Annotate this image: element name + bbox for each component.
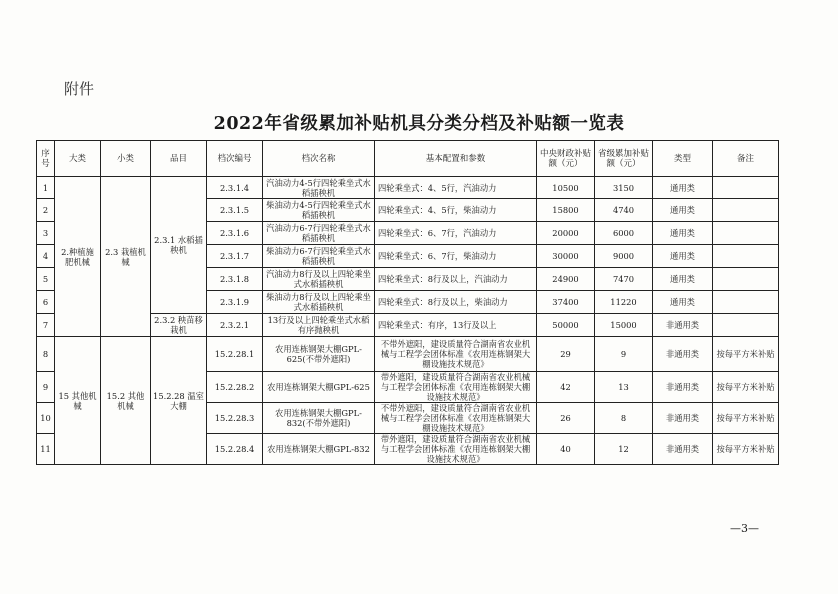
cell-code: 2.3.1.6 (207, 222, 263, 245)
header-provincial: 省级累加补贴额（元） (595, 141, 653, 177)
cell-provincial: 7470 (595, 268, 653, 291)
cell-code: 15.2.28.2 (207, 372, 263, 403)
cell-central: 30000 (537, 245, 595, 268)
cell-note (713, 222, 779, 245)
annex-label: 附件 (64, 80, 95, 98)
header-note: 备注 (713, 141, 779, 177)
cell-subcategory: 2.3 栽植机械 (101, 177, 151, 337)
cell-code: 2.3.1.5 (207, 199, 263, 222)
cell-note: 按每平方米补贴 (713, 337, 779, 372)
cell-central: 26 (537, 403, 595, 434)
cell-seq: 5 (37, 268, 55, 291)
cell-config: 不带外遮阳，建设质量符合湖南省农业机械与工程学会团体标准《农用连栋钢架大棚设施技术规范》 (375, 403, 537, 434)
cell-config: 四轮乘坐式：4、5行，汽油动力 (375, 177, 537, 199)
cell-name: 农用连栋钢架大棚GPL-832 (263, 434, 375, 465)
cell-note (713, 268, 779, 291)
cell-provincial: 9000 (595, 245, 653, 268)
cell-provincial: 11220 (595, 291, 653, 314)
cell-seq: 4 (37, 245, 55, 268)
cell-provincial: 6000 (595, 222, 653, 245)
cell-provincial: 13 (595, 372, 653, 403)
cell-category: 2.种植施肥机械 (55, 177, 101, 337)
page-number: —3— (730, 522, 759, 535)
cell-provincial: 8 (595, 403, 653, 434)
cell-code: 2.3.1.7 (207, 245, 263, 268)
cell-config: 四轮乘坐式：6、7行，柴油动力 (375, 245, 537, 268)
cell-central: 20000 (537, 222, 595, 245)
cell-central: 10500 (537, 177, 595, 199)
cell-code: 2.3.2.1 (207, 314, 263, 337)
cell-name: 农用连栋钢架大棚GPL-625 (263, 372, 375, 403)
cell-config: 四轮乘坐式：4、5行，柴油动力 (375, 199, 537, 222)
cell-item: 15.2.28 温室大棚 (151, 337, 207, 465)
cell-category: 15 其他机械 (55, 337, 101, 465)
header-name: 档次名称 (263, 141, 375, 177)
cell-seq: 11 (37, 434, 55, 465)
cell-name: 农用连栋钢架大棚GPL-832(不带外遮阳) (263, 403, 375, 434)
cell-code: 15.2.28.1 (207, 337, 263, 372)
cell-config: 四轮乘坐式：有序，13行及以上 (375, 314, 537, 337)
cell-name: 农用连栋钢架大棚GPL-625(不带外遮阳) (263, 337, 375, 372)
cell-config: 带外遮阳，建设质量符合湖南省农业机械与工程学会团体标准《农用连栋钢架大棚设施技术规范》 (375, 372, 537, 403)
cell-code: 15.2.28.3 (207, 403, 263, 434)
cell-note (713, 291, 779, 314)
header-category: 大类 (55, 141, 101, 177)
cell-type: 通用类 (653, 222, 713, 245)
cell-name: 13行及以上四轮乘坐式水稻有序抛秧机 (263, 314, 375, 337)
table-row (37, 177, 779, 199)
cell-central: 50000 (537, 314, 595, 337)
cell-provincial: 4740 (595, 199, 653, 222)
cell-code: 2.3.1.9 (207, 291, 263, 314)
cell-config: 四轮乘坐式：8行及以上，柴油动力 (375, 291, 537, 314)
cell-name: 柴油动力4-5行四轮乘坐式水稻插秧机 (263, 199, 375, 222)
cell-subcategory: 15.2 其他机械 (101, 337, 151, 465)
cell-provincial: 15000 (595, 314, 653, 337)
cell-type: 非通用类 (653, 314, 713, 337)
header-central: 中央财政补贴额（元） (537, 141, 595, 177)
cell-central: 24900 (537, 268, 595, 291)
header-type: 类型 (653, 141, 713, 177)
cell-name: 汽油动力8行及以上四轮乘坐式水稻插秧机 (263, 268, 375, 291)
cell-item: 2.3.2 秧苗移栽机 (151, 314, 207, 337)
cell-seq: 8 (37, 337, 55, 372)
cell-seq: 1 (37, 177, 55, 199)
cell-provincial: 3150 (595, 177, 653, 199)
cell-central: 15800 (537, 199, 595, 222)
cell-central: 37400 (537, 291, 595, 314)
cell-name: 柴油动力6-7行四轮乘坐式水稻插秧机 (263, 245, 375, 268)
cell-note: 按每平方米补贴 (713, 434, 779, 465)
cell-note (713, 199, 779, 222)
cell-item: 2.3.1 水稻插秧机 (151, 177, 207, 314)
cell-type: 通用类 (653, 291, 713, 314)
cell-name: 汽油动力4-5行四轮乘坐式水稻插秧机 (263, 177, 375, 199)
cell-code: 2.3.1.4 (207, 177, 263, 199)
cell-seq: 10 (37, 403, 55, 434)
cell-seq: 6 (37, 291, 55, 314)
header-config: 基本配置和参数 (375, 141, 537, 177)
cell-seq: 7 (37, 314, 55, 337)
cell-type: 通用类 (653, 245, 713, 268)
cell-code: 15.2.28.4 (207, 434, 263, 465)
cell-type: 通用类 (653, 177, 713, 199)
cell-type: 非通用类 (653, 337, 713, 372)
cell-config: 四轮乘坐式：6、7行，汽油动力 (375, 222, 537, 245)
table-row (37, 337, 779, 372)
cell-seq: 2 (37, 199, 55, 222)
cell-type: 非通用类 (653, 434, 713, 465)
cell-config: 不带外遮阳，建设质量符合湖南省农业机械与工程学会团体标准《农用连栋钢架大棚设施技术规范》 (375, 337, 537, 372)
cell-name: 汽油动力6-7行四轮乘坐式水稻插秧机 (263, 222, 375, 245)
header-row (37, 141, 779, 177)
cell-code: 2.3.1.8 (207, 268, 263, 291)
cell-type: 通用类 (653, 268, 713, 291)
header-code: 档次编号 (207, 141, 263, 177)
subsidy-table (36, 140, 779, 465)
cell-type: 非通用类 (653, 372, 713, 403)
header-subcategory: 小类 (101, 141, 151, 177)
header-seq: 序号 (37, 141, 55, 177)
cell-seq: 9 (37, 372, 55, 403)
cell-config: 带外遮阳，建设质量符合湖南省农业机械与工程学会团体标准《农用连栋钢架大棚设施技术规范》 (375, 434, 537, 465)
cell-type: 通用类 (653, 199, 713, 222)
cell-note (713, 177, 779, 199)
cell-provincial: 9 (595, 337, 653, 372)
cell-provincial: 12 (595, 434, 653, 465)
cell-note: 按每平方米补贴 (713, 403, 779, 434)
cell-type: 非通用类 (653, 403, 713, 434)
cell-central: 40 (537, 434, 595, 465)
cell-name: 柴油动力8行及以上四轮乘坐式水稻插秧机 (263, 291, 375, 314)
cell-note: 按每平方米补贴 (713, 372, 779, 403)
cell-config: 四轮乘坐式：8行及以上，汽油动力 (375, 268, 537, 291)
header-item: 品目 (151, 141, 207, 177)
cell-note (713, 245, 779, 268)
cell-central: 42 (537, 372, 595, 403)
document-title: 2022年省级累加补贴机具分类分档及补贴额一览表 (213, 114, 625, 134)
cell-central: 29 (537, 337, 595, 372)
cell-note (713, 314, 779, 337)
cell-seq: 3 (37, 222, 55, 245)
